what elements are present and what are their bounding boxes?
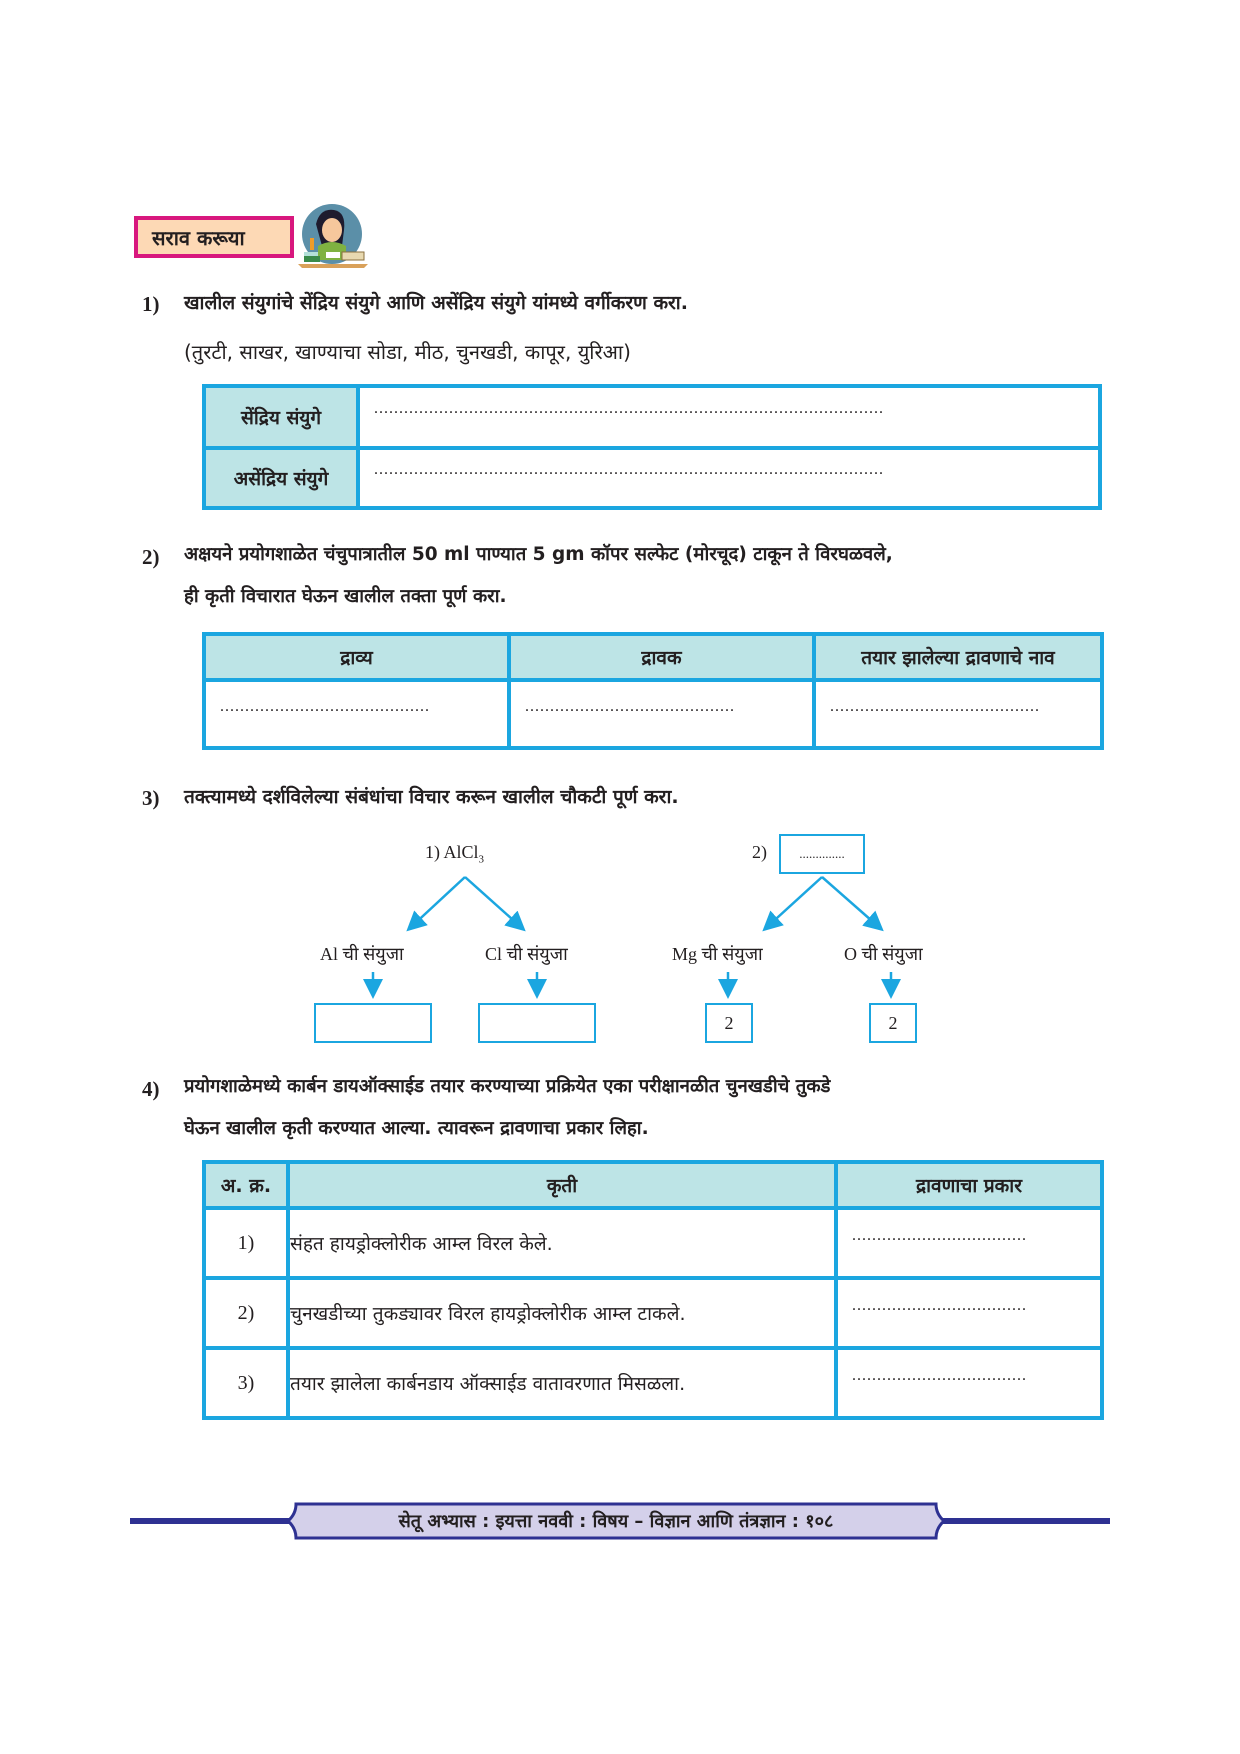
diagram1-cl-valency-box[interactable] — [478, 1003, 596, 1043]
col-header-solution-type: द्रावणाचा प्रकार — [836, 1162, 1102, 1208]
table-header-row — [204, 1162, 1102, 1208]
q1-options: (तुरटी, साखर, खाण्याचा सोडा, मीठ, चुनखडी, कापूर, युरिआ) — [184, 340, 631, 364]
answer-field-solution-type[interactable]: ................................... — [836, 1348, 1102, 1418]
row-number: 3) — [204, 1348, 288, 1418]
q4-text-line1: प्रयोगशाळेमध्ये कार्बन डायऑक्साईड तयार करण्याच्या प्रक्रियेत एका परीक्षानळीत चुनखडीचे तुकडे — [184, 1076, 831, 1097]
col-header-solvent: द्रावक — [509, 634, 814, 680]
section-badge-label: सराव करूया — [152, 225, 245, 250]
col-header-solute: द्राव्य — [204, 634, 509, 680]
answer-field-solution-name[interactable]: .......................................... — [814, 680, 1102, 748]
row-label-organic: सेंद्रिय संयुगे — [204, 386, 358, 448]
answer-field-solution-type[interactable]: ................................... — [836, 1278, 1102, 1348]
answer-field-solute[interactable]: .......................................... — [204, 680, 509, 748]
answer-field-solution-type[interactable]: ................................... — [836, 1208, 1102, 1278]
arrow-alcl3-to-cl — [465, 877, 522, 928]
q1-number: 1) — [142, 292, 160, 316]
row-action: तयार झालेला कार्बनडाय ऑक्साईड वातावरणात मिसळला. — [288, 1348, 836, 1418]
diagram1-al-valency-box[interactable] — [314, 1003, 432, 1043]
arrow-mgo-to-o — [822, 877, 880, 928]
arrow-alcl3-to-al — [410, 877, 465, 928]
table-row — [204, 1278, 1102, 1348]
q3-number: 3) — [142, 786, 160, 810]
q1-text: खालील संयुगांचे सेंद्रिय संयुगे आणि असेंद्रिय संयुगे यांमध्ये वर्गीकरण करा. — [184, 292, 688, 314]
q2-number: 2) — [142, 545, 160, 569]
col-header-serial: अ. क्र. — [204, 1162, 288, 1208]
row-label-inorganic: असेंद्रिय संयुगे — [204, 448, 358, 508]
diagram1-compound: 1) AlCl$_3$ — [425, 842, 485, 866]
diagram2-o-valency-label: O ची संयुजा — [844, 944, 923, 964]
row-action: संहत हायड्रोक्लोरीक आम्ल विरल केले. — [288, 1208, 836, 1278]
answer-field-solvent[interactable]: .......................................... — [509, 680, 814, 748]
table-row — [204, 1208, 1102, 1278]
footer-page-info: सेतू अभ्यास : इयत्ता नववी : विषय – विज्ञान आणि तंत्रज्ञान : १०८ — [398, 1511, 834, 1532]
col-header-action: कृती — [288, 1162, 836, 1208]
table-row — [204, 1348, 1102, 1418]
diagram2-mg-valency-label: Mg ची संयुजा — [672, 944, 763, 964]
arrow-mgo-to-mg — [766, 877, 822, 928]
q4-number: 4) — [142, 1077, 160, 1101]
diagram2-mg-valency-box: 2 — [705, 1003, 753, 1043]
diagram2-o-valency-box: 2 — [869, 1003, 917, 1043]
diagram2-compound-box[interactable]: .............. — [779, 834, 865, 874]
answer-field-inorganic[interactable]: ...................................................................................................... — [358, 448, 1100, 508]
q2-text-line2: ही कृती विचारात घेऊन खालील तक्ता पूर्ण करा. — [184, 586, 507, 607]
diagram1-al-valency-label: Al ची संयुजा — [320, 944, 404, 964]
q2-text-line1: अक्षयने प्रयोगशाळेत चंचुपात्रातील 50 ml पाण्यात 5 gm कॉपर सल्फेट (मोरचूद) टाकून ते विरघळवले, — [184, 544, 893, 565]
diagram1-cl-valency-label: Cl ची संयुजा — [485, 944, 568, 964]
q3-text: तक्त्यामध्ये दर्शविलेल्या संबंधांचा विचार करून खालील चौकटी पूर्ण करा. — [184, 786, 679, 808]
q4-solution-type-table — [202, 1160, 1104, 1420]
diagram2-prefix: 2) — [752, 842, 767, 862]
row-number: 1) — [204, 1208, 288, 1278]
row-number: 2) — [204, 1278, 288, 1348]
q4-text-line2: घेऊन खालील कृती करण्यात आल्या. त्यावरून द्रावणाचा प्रकार लिहा. — [184, 1118, 649, 1139]
answer-field-organic[interactable]: ...................................................................................................... — [358, 386, 1100, 448]
col-header-solution-name: तयार झालेल्या द्रावणाचे नाव — [814, 634, 1102, 680]
row-action: चुनखडीच्या तुकड्यावर विरल हायड्रोक्लोरीक आम्ल टाकले. — [288, 1278, 836, 1348]
